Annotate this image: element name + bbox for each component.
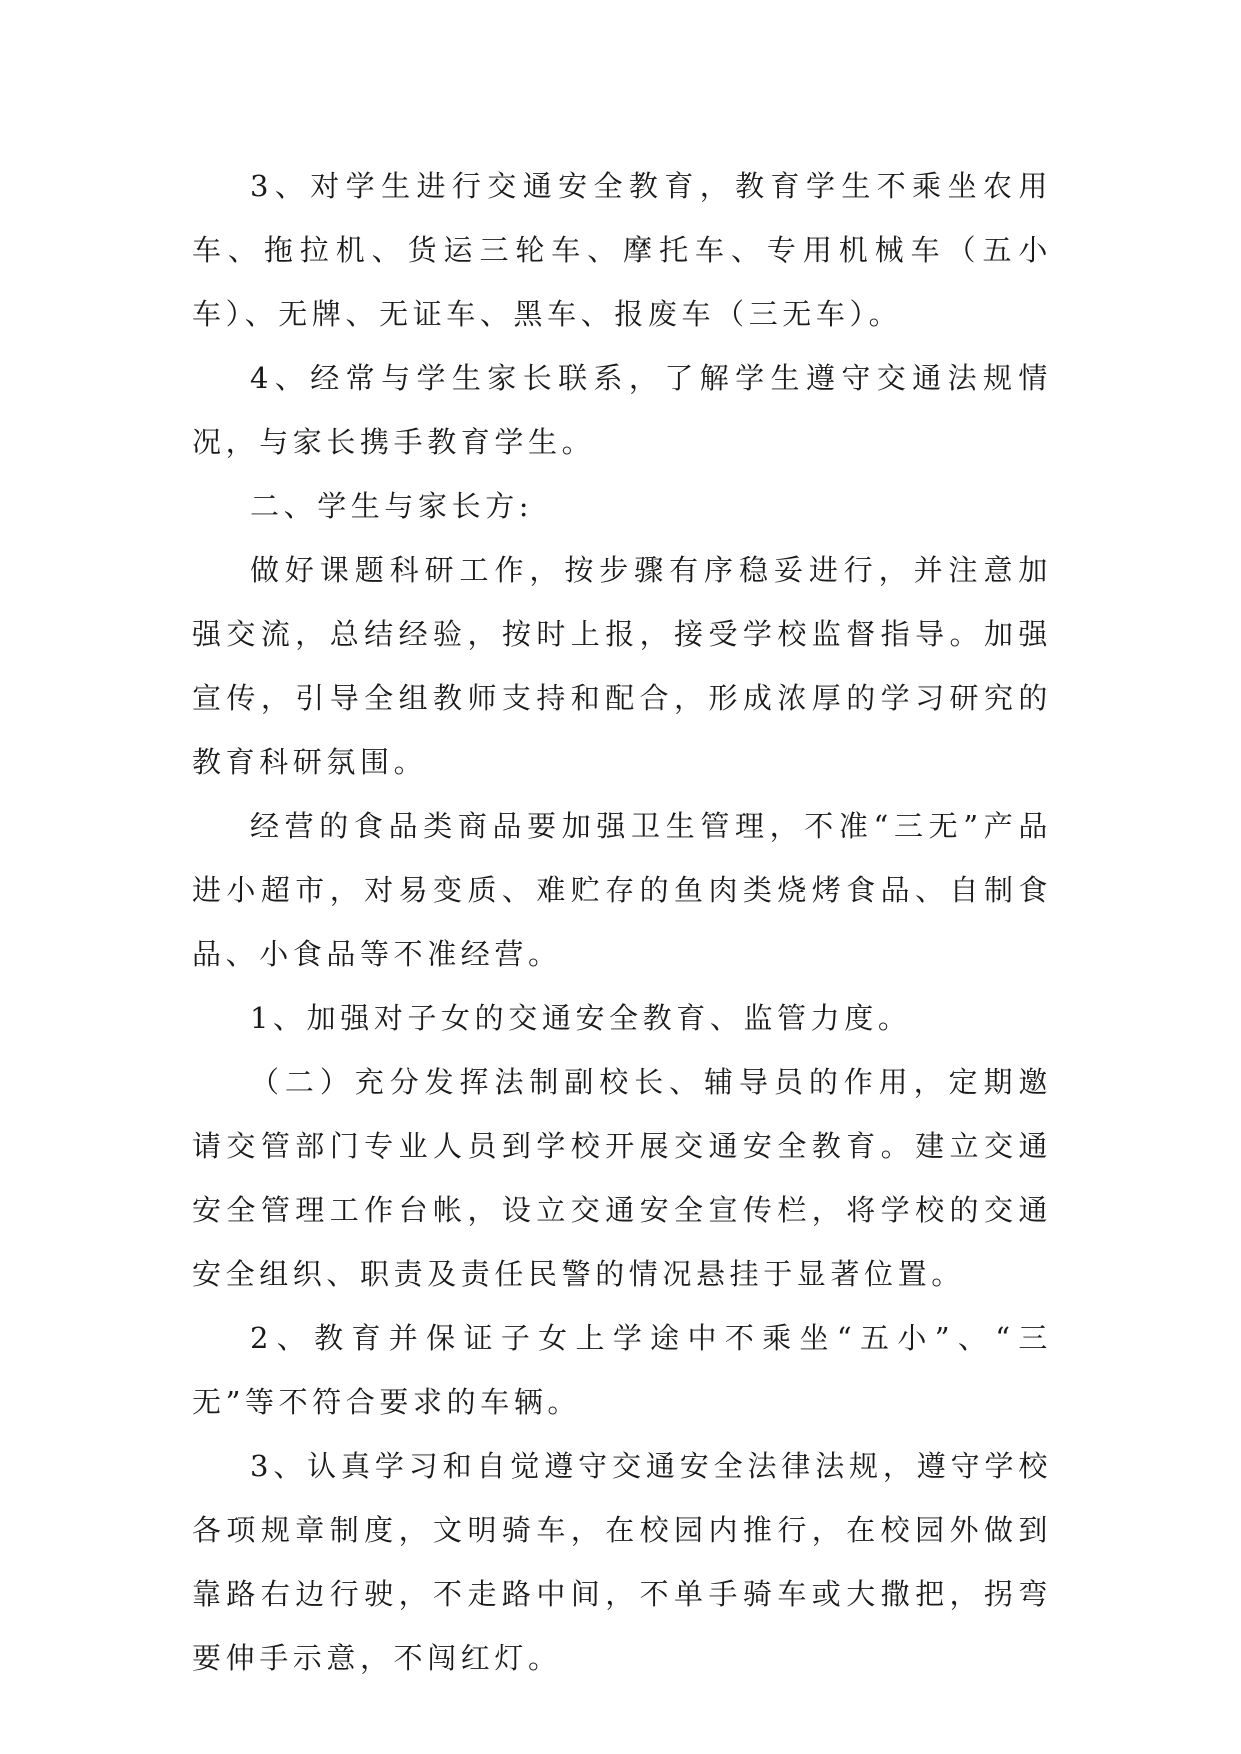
paragraph-school-traffic-education: 3、对学生进行交通安全教育，教育学生不乘坐农用车、拖拉机、货运三轮车、摩托车、专用机械车（五小车）、无牌、无证车、黑车、报废车（三无车）。 — [192, 169, 1052, 331]
paragraph-food-management: 经营的食品类商品要加强卫生管理，不准“三无”产品进小超市，对易变质、难贮存的鱼肉类烧烤食品、自制食品、小食品等不准经营。 — [192, 809, 1052, 971]
paragraph-child-supervision: 1、加强对子女的交通安全教育、监管力度。 — [250, 1001, 912, 1035]
document-body — [192, 154, 1052, 1690]
paragraph-research-work: 做好课题科研工作，按步骤有序稳妥进行，并注意加强交流，总结经验，按时上报，接受学校监督指导。加强宣传，引导全组教师支持和配合，形成浓厚的学习研究的教育科研氛围。 — [192, 553, 1052, 779]
section-heading-students-parents: 二、学生与家长方: — [250, 489, 534, 523]
paragraph-legal-vice-principal: （二）充分发挥法制副校长、辅导员的作用，定期邀请交管部门专业人员到学校开展交通安全教育。建立交通安全管理工作台帐，设立交通安全宣传栏，将学校的交通安全组织、职责及责任民警的情况悬挂于显著位置。 — [192, 1065, 1052, 1291]
paragraph-parent-contact: 4、经常与学生家长联系，了解学生遵守交通法规情况，与家长携手教育学生。 — [192, 361, 1052, 459]
paragraph-vehicle-restriction: 2、教育并保证子女上学途中不乘坐“五小”、“三无”等不符合要求的车辆。 — [192, 1321, 1052, 1419]
paragraph-obey-traffic-laws: 3、认真学习和自觉遵守交通安全法律法规，遵守学校各项规章制度，文明骑车，在校园内推行，在校园外做到靠路右边行驶，不走路中间，不单手骑车或大撒把，拐弯要伸手示意，不闯红灯。 — [192, 1449, 1052, 1675]
